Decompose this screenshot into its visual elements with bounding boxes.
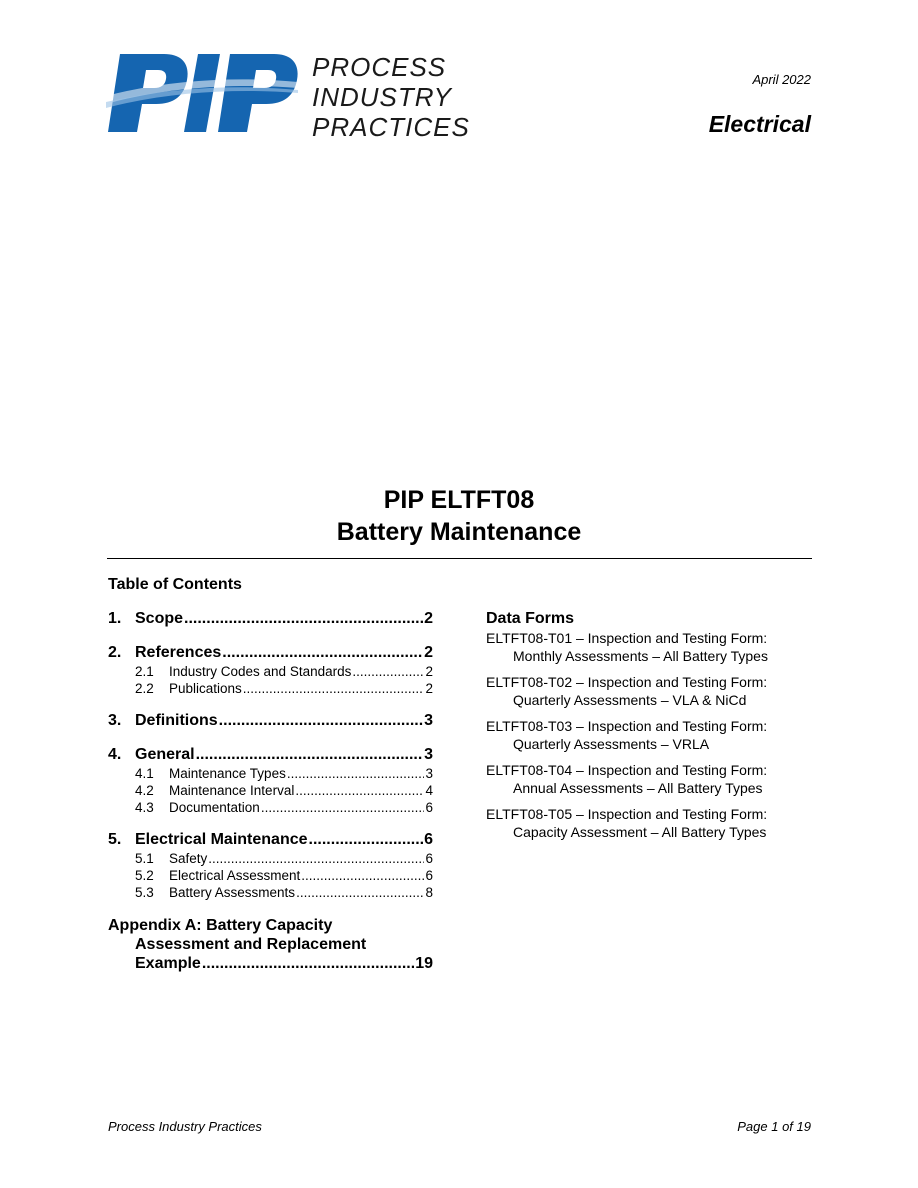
- toc-leader: [296, 885, 424, 900]
- logo-line-1: PROCESS: [312, 52, 447, 82]
- toc-section-label: General: [135, 746, 195, 763]
- logo-wordmark: [312, 52, 470, 142]
- toc-section-number: 1.: [108, 610, 122, 627]
- toc-appendix-a[interactable]: [108, 916, 433, 973]
- document-name: Battery Maintenance: [336, 518, 582, 546]
- toc-leader: [301, 868, 424, 883]
- toc-subsection-number: 5.2: [135, 868, 154, 883]
- publication-date: April 2022: [752, 72, 811, 87]
- data-form-item[interactable]: [486, 718, 816, 753]
- toc-subsection-number: 5.3: [135, 885, 154, 900]
- toc-page-number: 19: [415, 955, 433, 972]
- data-forms-title: Data Forms: [486, 610, 575, 627]
- data-form-item[interactable]: [486, 806, 816, 841]
- toc-section-label: Definitions: [135, 712, 218, 729]
- data-form-item[interactable]: [486, 674, 816, 709]
- toc-page-number: 6: [425, 800, 433, 815]
- toc-leader: [196, 746, 424, 764]
- toc-leader: [352, 664, 424, 679]
- data-form-description: Monthly Assessments – All Battery Types: [513, 647, 768, 664]
- toc-leader: [243, 681, 425, 696]
- toc-appendix-line-1: Appendix A: Battery Capacity: [108, 917, 333, 934]
- toc-subsection-label: Maintenance Types: [169, 766, 286, 781]
- data-form-item[interactable]: [486, 630, 816, 665]
- toc-leader: [208, 851, 424, 866]
- toc-page-number: 2: [425, 681, 433, 696]
- toc-leader: [219, 712, 423, 730]
- toc-page-number: 6: [425, 868, 433, 883]
- toc-leader: [295, 783, 424, 798]
- toc-subsection-label: Maintenance Interval: [169, 783, 295, 798]
- data-form-description: Capacity Assessment – All Battery Types: [513, 823, 767, 840]
- data-form-code: ELTFT08-T03 – Inspection and Testing Form:: [486, 718, 768, 734]
- toc-page-number: 2: [425, 664, 433, 679]
- toc-leader: [222, 644, 423, 662]
- toc-subsection-publications[interactable]: [108, 681, 433, 698]
- toc-page-number: 8: [425, 885, 433, 900]
- toc-appendix-line-2: Assessment and Replacement: [135, 936, 367, 953]
- logo-line-2: INDUSTRY: [312, 82, 452, 112]
- toc-subsection-maintenance-interval[interactable]: [108, 783, 433, 800]
- toc-section-label: Electrical Maintenance: [135, 831, 308, 848]
- toc-subsection-number: 5.1: [135, 851, 154, 866]
- data-form-description: Quarterly Assessments – VLA & NiCd: [513, 691, 747, 708]
- toc-subsection-maintenance-types[interactable]: [108, 766, 433, 783]
- toc-section-number: 4.: [108, 746, 122, 763]
- toc-page-number: 4: [425, 783, 433, 798]
- toc-appendix-line-3: Example: [135, 955, 201, 972]
- toc-page-number: 6: [425, 851, 433, 866]
- toc-section-number: 2.: [108, 644, 122, 661]
- toc-subsection-number: 4.2: [135, 783, 154, 798]
- toc-page-number: 2: [424, 610, 433, 627]
- title-divider: [107, 558, 812, 559]
- toc-leader: [184, 610, 423, 628]
- toc-leader: [202, 954, 414, 973]
- logo-line-3: PRACTICES: [312, 112, 470, 142]
- pip-logo: [106, 52, 470, 142]
- toc-subsection-label: Battery Assessments: [169, 885, 296, 900]
- toc-section-scope[interactable]: [108, 610, 433, 630]
- toc-page-number: 3: [424, 746, 433, 763]
- toc-heading: Table of Contents: [108, 576, 242, 593]
- toc-subsection-label: Industry Codes and Standards: [169, 664, 352, 679]
- data-form-description: Annual Assessments – All Battery Types: [513, 779, 763, 796]
- toc-subsection-label: Safety: [169, 851, 208, 866]
- toc-subsection-label: Publications: [169, 681, 242, 696]
- toc-page-number: 3: [424, 712, 433, 729]
- toc-page-number: 6: [424, 831, 433, 848]
- data-form-code: ELTFT08-T05 – Inspection and Testing Form:: [486, 806, 768, 822]
- toc-section-number: 5.: [108, 831, 122, 848]
- data-forms-list: [486, 610, 816, 850]
- data-form-description: Quarterly Assessments – VRLA: [513, 735, 710, 752]
- data-form-code: ELTFT08-T01 – Inspection and Testing Form:: [486, 630, 768, 646]
- discipline-label: Electrical: [708, 111, 811, 137]
- toc-section-references[interactable]: [108, 644, 433, 664]
- toc-section-label: References: [135, 644, 222, 661]
- toc-leader: [261, 800, 425, 815]
- toc-subsection-label: Documentation: [169, 800, 260, 815]
- toc-leader: [287, 766, 425, 781]
- data-form-item[interactable]: [486, 762, 816, 797]
- toc-subsection-label: Electrical Assessment: [169, 868, 301, 883]
- toc-section-label: Scope: [135, 610, 184, 627]
- toc-section-general[interactable]: [108, 746, 433, 766]
- pip-logo-mark: [106, 52, 298, 136]
- document-title: [0, 484, 918, 548]
- toc-subsection-electrical-assessment[interactable]: [108, 868, 433, 885]
- toc-section-number: 3.: [108, 712, 122, 729]
- toc-subsection-number: 4.3: [135, 800, 154, 815]
- toc-subsection-number: 2.2: [135, 681, 154, 696]
- toc-page-number: 2: [424, 644, 433, 661]
- toc-section-electrical-maintenance[interactable]: [108, 831, 433, 851]
- document-number: PIP ELTFT08: [383, 486, 535, 514]
- toc-page-number: 3: [425, 766, 433, 781]
- toc-subsection-battery-assessments[interactable]: [108, 885, 433, 902]
- toc-list: [108, 610, 433, 973]
- toc-subsection-number: 4.1: [135, 766, 154, 781]
- toc-section-definitions[interactable]: [108, 712, 433, 732]
- toc-subsection-documentation[interactable]: [108, 800, 433, 817]
- footer-page-number: Page 1 of 19: [737, 1119, 811, 1134]
- footer-organization: Process Industry Practices: [108, 1119, 262, 1134]
- toc-subsection-industry-codes[interactable]: [108, 664, 433, 681]
- toc-subsection-number: 2.1: [135, 664, 154, 679]
- data-form-code: ELTFT08-T02 – Inspection and Testing Form:: [486, 674, 768, 690]
- data-form-code: ELTFT08-T04 – Inspection and Testing Form:: [486, 762, 768, 778]
- toc-subsection-safety[interactable]: [108, 851, 433, 868]
- toc-leader: [309, 831, 424, 849]
